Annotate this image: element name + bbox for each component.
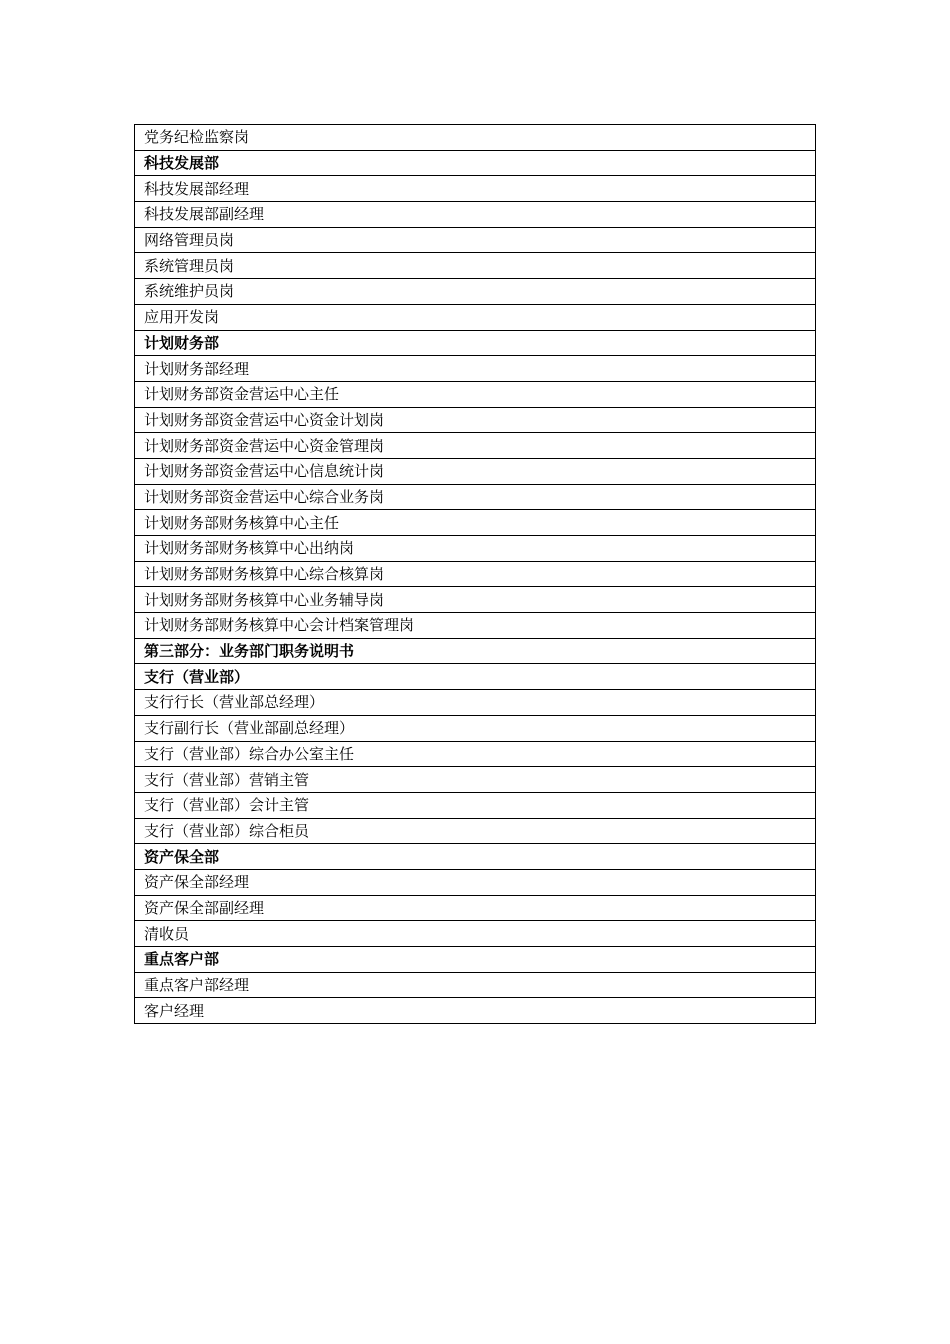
- position-name-cell: 支行（营业部）营销主管: [135, 767, 816, 793]
- position-name-cell: 计划财务部财务核算中心会计档案管理岗: [135, 613, 816, 639]
- section-heading-cell: 科技发展部: [135, 150, 816, 176]
- section-heading-cell: 第三部分：业务部门职务说明书: [135, 638, 816, 664]
- table-row: [135, 433, 816, 459]
- table-row: [135, 869, 816, 895]
- position-name-cell: 计划财务部资金营运中心主任: [135, 381, 816, 407]
- position-list-body: [135, 125, 816, 1024]
- position-name-cell: 支行（营业部）会计主管: [135, 792, 816, 818]
- position-name-cell: 清收员: [135, 921, 816, 947]
- table-row: [135, 792, 816, 818]
- table-row: [135, 690, 816, 716]
- position-list-table: [134, 124, 816, 1024]
- position-name-cell: 重点客户部经理: [135, 972, 816, 998]
- position-name-cell: 计划财务部资金营运中心信息统计岗: [135, 458, 816, 484]
- table-row: [135, 818, 816, 844]
- table-row: [135, 998, 816, 1024]
- table-row: [135, 895, 816, 921]
- position-name-cell: 支行（营业部）综合办公室主任: [135, 741, 816, 767]
- table-row: [135, 921, 816, 947]
- position-name-cell: 计划财务部资金营运中心资金管理岗: [135, 433, 816, 459]
- position-name-cell: 计划财务部财务核算中心综合核算岗: [135, 561, 816, 587]
- table-row: [135, 458, 816, 484]
- table-row: [135, 510, 816, 536]
- position-name-cell: 支行副行长（营业部副总经理）: [135, 715, 816, 741]
- position-name-cell: 计划财务部经理: [135, 356, 816, 382]
- position-name-cell: 支行（营业部）综合柜员: [135, 818, 816, 844]
- position-name-cell: 计划财务部资金营运中心综合业务岗: [135, 484, 816, 510]
- section-heading-row: [135, 638, 816, 664]
- table-row: [135, 972, 816, 998]
- table-row: [135, 741, 816, 767]
- table-row: [135, 125, 816, 151]
- position-name-cell: 系统维护员岗: [135, 279, 816, 305]
- position-name-cell: 系统管理员岗: [135, 253, 816, 279]
- position-name-cell: 科技发展部经理: [135, 176, 816, 202]
- table-row: [135, 715, 816, 741]
- table-row: [135, 279, 816, 305]
- table-row: [135, 407, 816, 433]
- table-row: [135, 202, 816, 228]
- section-heading-row: [135, 150, 816, 176]
- position-name-cell: 资产保全部副经理: [135, 895, 816, 921]
- position-name-cell: 计划财务部财务核算中心出纳岗: [135, 536, 816, 562]
- table-row: [135, 767, 816, 793]
- position-name-cell: 科技发展部副经理: [135, 202, 816, 228]
- table-row: [135, 613, 816, 639]
- table-row: [135, 587, 816, 613]
- section-heading-row: [135, 664, 816, 690]
- table-row: [135, 227, 816, 253]
- section-heading-cell: 资产保全部: [135, 844, 816, 870]
- section-heading-row: [135, 947, 816, 973]
- position-name-cell: 支行行长（营业部总经理）: [135, 690, 816, 716]
- section-heading-cell: 支行（营业部）: [135, 664, 816, 690]
- table-row: [135, 304, 816, 330]
- position-name-cell: 应用开发岗: [135, 304, 816, 330]
- position-name-cell: 计划财务部财务核算中心业务辅导岗: [135, 587, 816, 613]
- table-row: [135, 536, 816, 562]
- section-heading-row: [135, 330, 816, 356]
- position-name-cell: 计划财务部资金营运中心资金计划岗: [135, 407, 816, 433]
- table-row: [135, 484, 816, 510]
- position-name-cell: 计划财务部财务核算中心主任: [135, 510, 816, 536]
- position-name-cell: 党务纪检监察岗: [135, 125, 816, 151]
- section-heading-cell: 重点客户部: [135, 947, 816, 973]
- section-heading-cell: 计划财务部: [135, 330, 816, 356]
- position-name-cell: 资产保全部经理: [135, 869, 816, 895]
- table-row: [135, 176, 816, 202]
- position-name-cell: 客户经理: [135, 998, 816, 1024]
- section-heading-row: [135, 844, 816, 870]
- table-row: [135, 561, 816, 587]
- table-row: [135, 356, 816, 382]
- table-row: [135, 253, 816, 279]
- position-name-cell: 网络管理员岗: [135, 227, 816, 253]
- table-row: [135, 381, 816, 407]
